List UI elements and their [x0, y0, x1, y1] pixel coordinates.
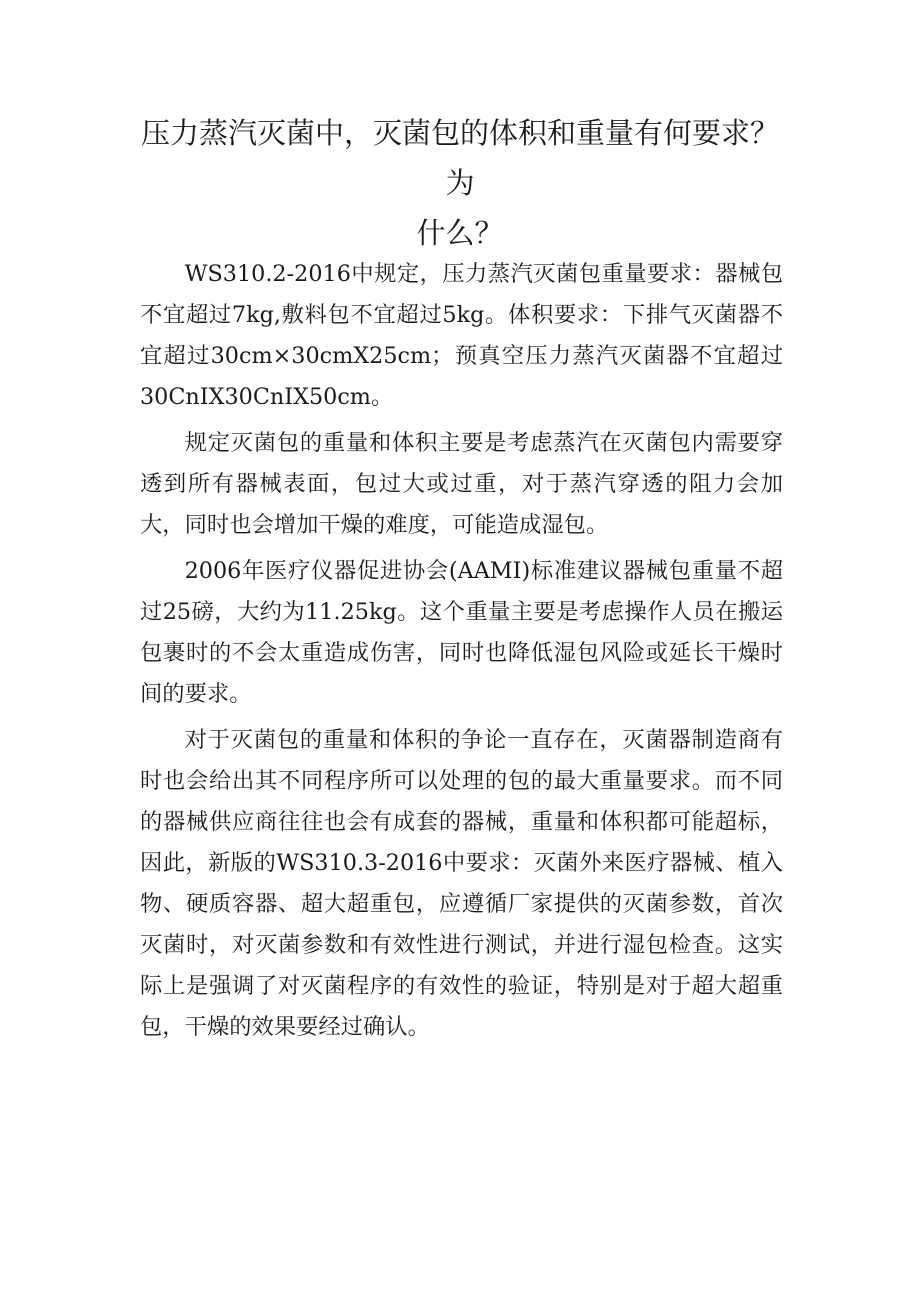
document-body — [140, 254, 783, 1053]
title-line-1: 压力蒸汽灭菌中，灭菌包的体积和重量有何要求？为 — [140, 116, 779, 200]
paragraph-controversy-and-validation: 对于灭菌包的重量和体积的争论一直存在，灭菌器制造商有时也会给出其不同程序所可以处理的包的最大重量要求。而不同的器械供应商往往也会有成套的器械，重量和体积都可能超标，因此，新版的WS310.3-2016中要求：灭菌外来医疗器械、植入物、硬质容器、超大超重包，应遵循厂家提供的灭菌参数，首次灭菌时，对灭菌参数和有效性进行测试，并进行湿包检查。这实际上是强调了对灭菌程序的有效性的验证，特别是对于超大超重包，干燥的效果要经过确认。 — [140, 727, 783, 1040]
paragraph-standard-requirements: WS310.2-2016中规定，压力蒸汽灭菌包重量要求：器械包不宜超过7kg,敷料包不宜超过5kg。体积要求：下排气灭菌器不宜超过30cm×30cmX25cm；预真空压力蒸汽灭菌器不宜超过30CnIX30CnIX50cm。 — [140, 261, 783, 410]
title-line-2: 什么？ — [416, 216, 504, 250]
paragraph-aami-recommendation: 2006年医疗仪器促进协会(AAMI)标准建议器械包重量不超过25磅，大约为11.25kg。这个重量主要是考虑操作人员在搬运包裹时的不会太重造成伤害，同时也降低湿包风险或延长干燥时间的要求。 — [140, 558, 783, 707]
paragraph-reasoning: 规定灭菌包的重量和体积主要是考虑蒸汽在灭菌包内需要穿透到所有器械表面，包过大或过重，对于蒸汽穿透的阻力会加大，同时也会增加干燥的难度，可能造成湿包。 — [140, 430, 783, 538]
document-title — [130, 108, 790, 258]
